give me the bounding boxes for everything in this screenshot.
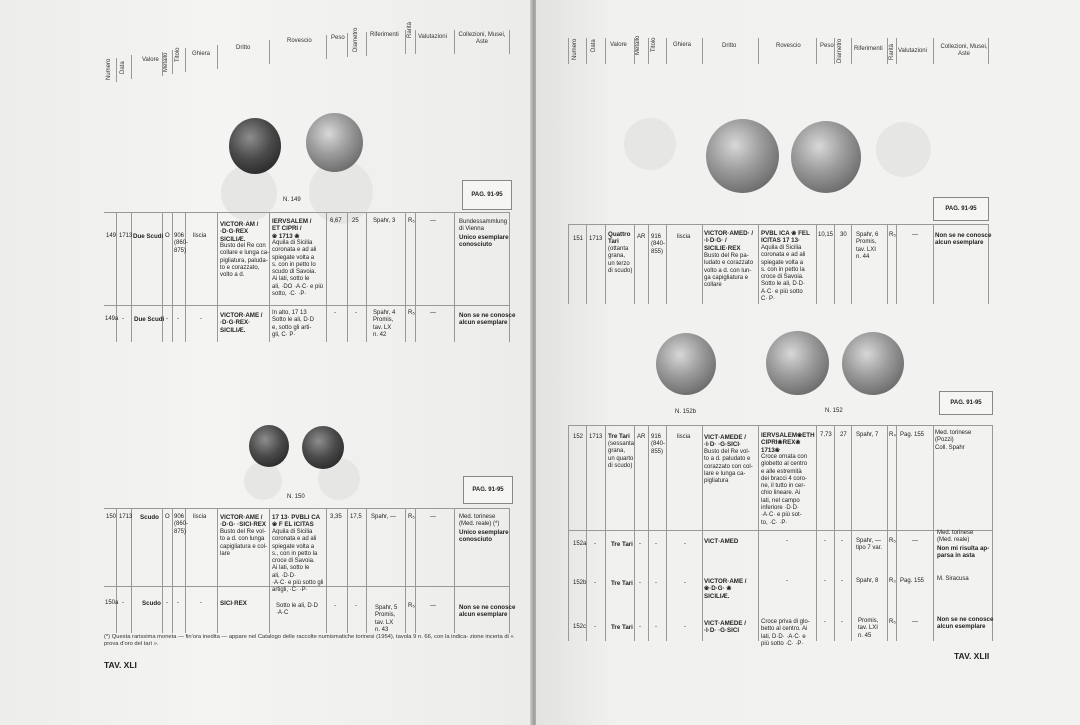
header-diametro: Diametro [353, 27, 359, 52]
cell-rovescio-desc: Croce ornata con globetto al centro e alle estremità dei bracci 4 coro- ne, il tutto in cer- chio lineare. Ai lati, nel campo inferiore ·D·D· ·A·C· e più sot- to, ·C· ·P· [761, 454, 808, 526]
coin-149-reverse [306, 113, 363, 172]
cell-valore: Tre Tari [611, 541, 633, 548]
cell-rovescio-desc: - [786, 538, 788, 544]
page-reference-box: PAG. 91-95 [939, 391, 993, 415]
header-divider [116, 58, 117, 82]
cell-rarita: R₃ [889, 578, 896, 584]
cell-data: 1713 [589, 236, 603, 242]
table-divider [568, 224, 569, 304]
cell-valore: Tre Tari [608, 433, 630, 440]
header-divider [326, 35, 327, 59]
cell-rovescio-legend: IERVSALEM / ET CIPRI / ❀ 1713 ❀ [272, 218, 312, 240]
cell-dritto-legend: VICT·AMEDE / ·I·D· ·G·SICI [704, 620, 746, 635]
cell-metallo: - [166, 600, 168, 606]
cell-collezioni-note: Non se ne conosce alcun esemplare [459, 312, 516, 327]
header-ghiera: Ghiera [673, 42, 692, 48]
cell-numero: 152 [573, 434, 584, 440]
header-dritto: Dritto [722, 43, 737, 49]
cell-valore: Due Scudi [134, 316, 165, 323]
table-divider [758, 425, 759, 641]
cell-diametro: - [355, 603, 357, 609]
cell-rarita: R₅ [408, 218, 415, 224]
cell-valore: Quattro Tari [608, 231, 631, 246]
header-divider [366, 32, 367, 56]
cell-collezioni-note: Non se ne conosce alcun esemplare [935, 232, 992, 247]
cell-numero: 152c [573, 624, 587, 630]
header-divider [834, 38, 835, 64]
cell-ghiera: - [200, 600, 202, 606]
table-divider [816, 224, 817, 304]
table-divider [366, 508, 367, 633]
header-titolo: Titolo [175, 47, 181, 62]
header-divider [131, 55, 132, 79]
left-page [0, 0, 533, 725]
cell-rarita: R₅ [408, 310, 415, 316]
cell-dritto-legend: VICTOR·AMED· / ·I·D·G· / SICILIE·REX [704, 230, 754, 252]
header-divider [988, 38, 989, 64]
cell-numero: 150 [106, 514, 117, 520]
cell-riferimenti: Spahr, — tipo 7 var. [856, 538, 883, 552]
header-divider [172, 50, 173, 74]
header-divider [666, 38, 667, 64]
coin-shadow [876, 122, 931, 177]
cell-titolo: 906 (860- 875) [174, 514, 189, 535]
table-divider [172, 212, 173, 342]
cell-dritto-legend: VICT·AMED [704, 538, 739, 545]
cell-rarita: R₅ [889, 538, 896, 544]
table-divider [851, 224, 852, 304]
cell-riferimenti: Spahr, 8 [856, 578, 879, 584]
cell-valutazioni: — [912, 619, 918, 625]
plate-number: TAV. XLII [954, 651, 990, 661]
cell-ghiera: liscia [193, 514, 207, 520]
cell-valore-note: (ottanta grana, un terzo di scudo) [608, 246, 633, 274]
cell-titolo: - [655, 624, 657, 630]
cell-dritto-desc: Busto del Re pa- ludato e corazzato volto a d. con lun- ga capigliatura e collare [704, 253, 754, 289]
cell-rarita: R₅ [889, 232, 896, 238]
table-divider [415, 508, 416, 633]
header-collezioni: Collezioni, Musei, Aste [458, 32, 506, 45]
cell-numero: 150a [105, 600, 119, 606]
cell-rovescio-desc: Sotto le ali, D·D ·A·C [276, 603, 319, 617]
table-divider [347, 212, 348, 342]
cell-diametro: 17,5 [350, 514, 362, 520]
header-rarita: Rarità [889, 43, 895, 60]
cell-titolo: 916 (840- 855) [651, 234, 666, 255]
cell-diametro: - [841, 538, 843, 544]
cell-riferimenti: Spahr, 7 [856, 432, 879, 438]
page-reference-box: PAG. 91-95 [933, 197, 989, 221]
cell-valutazioni: Pag. 155 [900, 578, 925, 584]
cell-valore: Scudo [142, 600, 161, 607]
header-divider [648, 38, 649, 64]
cell-valore-note: (sessanta grana, un quarto di scudo) [608, 441, 635, 469]
header-divider [405, 30, 406, 54]
cell-diametro: 30 [840, 232, 847, 238]
table-divider [702, 425, 703, 641]
cell-peso: - [334, 603, 336, 609]
cell-rovescio-legend: 17 13· PVBLI CA ❀ F EL ICITAS [272, 514, 321, 529]
cell-valore: Scudo [140, 514, 159, 521]
cell-titolo: - [655, 541, 657, 547]
cell-rovescio-desc: Croce priva di glo- betto al centro. Ai lati, D·D· ·A·C· e più sotto ·C· ·P· [761, 619, 810, 647]
table-divider [269, 508, 270, 633]
cell-metallo: AR [637, 434, 646, 440]
header-peso: Peso [331, 35, 345, 41]
coin-label: N. 152b [675, 409, 697, 415]
cell-numero: 152b [573, 580, 587, 586]
cell-rarita: R₅ [408, 603, 415, 609]
header-divider [162, 52, 163, 76]
cell-metallo: AR [637, 234, 646, 240]
cell-riferimenti: Spahr, 5 Promis, tav. LX n. 43 [375, 605, 398, 633]
header-divider [634, 38, 635, 64]
cell-diametro: 25 [352, 218, 359, 224]
table-divider [605, 425, 606, 641]
table-divider [648, 224, 649, 304]
table-divider [162, 508, 163, 633]
cell-ghiera: - [684, 541, 686, 547]
table-divider [269, 212, 270, 342]
header-divider [415, 30, 416, 54]
header-dritto: Dritto [236, 45, 251, 51]
cell-collezioni-note: Non se ne conosce alcun esemplare [459, 604, 516, 619]
cell-rarita: R₄ [889, 432, 896, 438]
table-divider [933, 425, 934, 641]
cell-numero: 149 [106, 233, 117, 239]
cell-data: 1713 [119, 514, 133, 520]
table-divider [887, 224, 888, 304]
cell-data: - [594, 541, 596, 547]
table-divider [933, 224, 934, 304]
header-divider [816, 38, 817, 64]
table-divider [887, 425, 888, 641]
cell-data: - [594, 580, 596, 586]
header-rovescio: Rovescio [287, 38, 312, 44]
coin-label: N. 149 [283, 197, 301, 203]
cell-collezioni-note: Non mi risulta ap- parsa in asta [937, 545, 990, 560]
cell-collezioni: Med. torinese (Pozzi) Coll. Spahr [935, 430, 972, 451]
table-divider [415, 212, 416, 342]
table-divider [992, 425, 993, 641]
cell-metallo: - [166, 316, 168, 322]
table-divider [896, 425, 897, 641]
cell-valore: Due Scudi [133, 233, 164, 240]
cell-riferimenti: Spahr, — [371, 514, 397, 520]
table-divider [326, 212, 327, 342]
cell-rovescio-desc: Aquila di Sicilia coronata e ad ali spiegate volta a s., con in petto la croce di Savoia. Ai lati, sotto le ali, ·D·D· ·A·C· e più sotto gli artigli, ·C· ·P· [272, 529, 324, 594]
cell-data: 1713 [589, 434, 603, 440]
table-divider [454, 508, 455, 633]
cell-riferimenti: Promis, tav. LXI n. 45 [858, 618, 879, 639]
table-divider [172, 508, 173, 633]
cell-valutazioni: — [430, 603, 436, 609]
cell-dritto-desc: Busto del Re con collare e lunga ca- pigliatura, paluda- to e corazzato, volto a d. [220, 243, 270, 279]
cell-collezioni-note: Unico esemplare conosciuto [459, 529, 509, 544]
cell-peso: - [824, 538, 826, 544]
header-divider [347, 33, 348, 57]
cell-dritto-legend: VICT·AMEDE / ·I·D· ·G·SICI· [704, 434, 746, 449]
table-divider [648, 425, 649, 641]
cell-titolo: 916 (840- 855) [651, 434, 666, 455]
header-divider [933, 38, 934, 64]
table-divider [131, 508, 132, 633]
table-rule [104, 212, 510, 213]
header-data: Data [591, 39, 597, 52]
cell-peso: - [334, 310, 336, 316]
header-ghiera: Ghiera [192, 51, 211, 57]
table-divider [568, 425, 569, 641]
header-valutazioni: Valutazioni [418, 34, 447, 40]
cell-collezioni: M. Siracusa [937, 576, 969, 582]
header-rarita: Rarità [407, 21, 413, 38]
table-divider [758, 224, 759, 304]
cell-riferimenti: Spahr, 6 Promis, tav. LXI n. 44 [856, 232, 879, 260]
table-divider [217, 508, 218, 633]
header-divider [758, 38, 759, 64]
cell-valutazioni: — [430, 514, 436, 520]
header-metallo: Metallo [163, 52, 169, 72]
cell-rovescio-desc: Aquila di Sicilia coronata e ad ali spiegate volta a s. con in petto la croce di Savoia. Sotto le ali, D·D· A·C· e più sotto C· P· [761, 245, 806, 303]
cell-ghiera: - [684, 624, 686, 630]
cell-ghiera: - [200, 316, 202, 322]
cell-rarita: R₅ [408, 514, 415, 520]
coin-151-obverse [706, 119, 779, 193]
cell-valutazioni: — [912, 538, 918, 544]
table-divider [605, 224, 606, 304]
cell-collezioni: Med. torinese (Med. reale) [937, 530, 974, 544]
header-divider [702, 38, 703, 64]
header-divider [509, 30, 510, 54]
cell-metallo: - [639, 541, 641, 547]
table-divider [586, 224, 587, 304]
cell-peso: - [824, 619, 826, 625]
table-divider [702, 224, 703, 304]
cell-titolo: - [177, 316, 179, 322]
right-page [536, 0, 1080, 725]
cell-valutazioni: — [912, 232, 918, 238]
cell-ghiera: liscia [193, 233, 207, 239]
cell-valore: Tre Tari [611, 624, 633, 631]
header-rovescio: Rovescio [776, 43, 801, 49]
coin-150-reverse [302, 426, 344, 469]
cell-dritto-legend: VICTOR·AM / ·D·G·REX SICILIÆ. [220, 221, 259, 243]
table-divider [217, 212, 218, 342]
cell-data: - [122, 600, 124, 606]
table-divider [634, 224, 635, 304]
header-collezioni: Collezioni, Musei, Aste [940, 44, 988, 57]
cell-data: 1713 [119, 233, 133, 239]
header-divider [269, 40, 270, 64]
header-metallo: Metallo [635, 35, 641, 55]
table-divider [116, 508, 117, 633]
table-divider [851, 425, 852, 641]
table-divider [326, 508, 327, 633]
table-rule [568, 425, 992, 426]
header-numero: Numero [572, 38, 578, 60]
coin-149-obverse [229, 118, 281, 174]
table-divider [586, 425, 587, 641]
cell-ghiera: liscia [677, 234, 691, 240]
cell-numero: 152a [573, 541, 587, 547]
cell-rovescio-legend: PVBL ICA ❀ FEL ICITAS 17 13· [761, 230, 810, 245]
cell-collezioni: Bundessammlung di Vienna [459, 219, 508, 233]
cell-dritto-desc: Busto del Re vol- to a d. con lunga capigliatura e col- lare [220, 529, 268, 557]
table-rule [568, 530, 992, 531]
table-rule [104, 305, 510, 306]
cell-rovescio-desc: Aquila di Sicilia coronata e ad ali spiegate volta a s. con in petto lo scudo di Savoia. Ai lati, sotto le ali, ·DO ·A·C· e più sotto, ·C· ·P· [272, 240, 324, 298]
footnote: (*) Questa rarissima moneta — fin'ora inedita — appare nel Catalogo delle raccolte numismatiche torinesi (1954), tavola 9 n. 66, con la indica- zione incerta di « prova d'oro del tarì ». [104, 634, 514, 647]
cell-ghiera: - [684, 580, 686, 586]
table-divider [366, 212, 367, 342]
page-reference-box: PAG. 91-95 [463, 476, 513, 504]
cell-metallo: - [639, 580, 641, 586]
table-divider [405, 212, 406, 342]
cell-valutazioni: — [430, 310, 436, 316]
cell-dritto-legend: SICI·REX [220, 600, 247, 607]
cell-peso: - [824, 578, 826, 584]
header-peso: Peso [820, 43, 834, 49]
cell-dritto-legend: VICTOR·AME / ·D·G·REX· SICILIÆ. [220, 312, 263, 334]
header-diametro: Diametro [837, 38, 843, 63]
table-divider [896, 224, 897, 304]
cell-titolo: - [177, 600, 179, 606]
header-divider [568, 38, 569, 64]
header-divider [217, 45, 218, 69]
header-divider [896, 38, 897, 64]
cell-diametro: - [841, 578, 843, 584]
table-divider [666, 425, 667, 641]
cell-rovescio-legend: IERVSALEM❀ETH CIPRI❀REX❀ 1713❀ [761, 432, 815, 454]
cell-collezioni: Med. torinese (Med. reale) (*) [459, 514, 500, 528]
cell-peso: 7,73 [820, 432, 832, 438]
cell-riferimenti: Spahr, 4 Promis, tav. LX n. 42 [373, 310, 396, 338]
header-titolo: Titolo [651, 37, 657, 52]
coin-152-reverse [842, 332, 904, 395]
header-divider [454, 30, 455, 54]
cell-dritto-legend: VICTOR·AME / ❀·D·G· ❀ SICILIÆ. [704, 578, 747, 600]
coin-shadow [624, 118, 676, 170]
cell-rovescio-desc: In alto, 17 13 Sotto le ali, D·D e, sotto gli arti- gli, C· P· [272, 310, 315, 338]
coin-152-obverse [766, 331, 829, 395]
header-riferimenti: Riferimenti [854, 46, 883, 52]
table-divider [131, 212, 132, 342]
coin-label: N. 150 [287, 494, 305, 500]
cell-dritto-desc: Busto del Re vol- to a d. paludato e corazzato con col- lare e lunga ca- pigliatura [704, 449, 753, 485]
cell-titolo: 906 (860- 875) [174, 233, 189, 254]
header-valutazioni: Valutazioni [898, 48, 927, 54]
coin-152b-obverse [656, 333, 716, 395]
cell-collezioni-note: Unico esemplare conosciuto [459, 234, 509, 249]
coin-shadow [244, 462, 282, 500]
cell-metallo: O [165, 514, 170, 520]
table-divider [454, 212, 455, 342]
header-valore: Valore [142, 57, 159, 63]
header-numero: Numero [106, 58, 112, 80]
cell-diametro: - [355, 310, 357, 316]
header-riferimenti: Riferimenti [370, 32, 399, 38]
cell-metallo: O [165, 233, 170, 239]
header-divider [851, 38, 852, 64]
cell-numero: 149a [105, 316, 119, 322]
coin-151-reverse [791, 121, 861, 193]
table-divider [834, 425, 835, 641]
cell-collezioni-note: Non se ne conosce alcun esemplare [937, 616, 994, 631]
table-divider [185, 212, 186, 342]
cell-diametro: - [841, 619, 843, 625]
table-divider [666, 224, 667, 304]
cell-numero: 151 [573, 236, 584, 242]
header-divider [887, 38, 888, 64]
cell-titolo: - [655, 580, 657, 586]
coin-150-obverse [249, 425, 289, 467]
table-rule [104, 508, 510, 509]
cell-data: - [594, 624, 596, 630]
cell-rarita: R₅ [889, 619, 896, 625]
table-divider [834, 224, 835, 304]
header-divider [605, 38, 606, 64]
table-divider [816, 425, 817, 641]
cell-data: - [122, 316, 124, 322]
header-data: Data [120, 61, 126, 74]
cell-diametro: 27 [840, 432, 847, 438]
cell-metallo: - [639, 624, 641, 630]
plate-number: TAV. XLI [104, 660, 137, 670]
table-rule [568, 224, 988, 225]
header-valore: Valore [610, 42, 627, 48]
table-divider [405, 508, 406, 633]
coin-label: N. 152 [825, 408, 843, 414]
cell-valutazioni: Pag. 155 [900, 432, 925, 438]
table-divider [634, 425, 635, 641]
cell-riferimenti: Spahr, 3 [373, 218, 396, 224]
header-divider [185, 48, 186, 72]
cell-valore: Tre Tari [611, 580, 633, 587]
cell-peso: 6,67 [330, 218, 342, 224]
cell-rovescio-desc: - [786, 578, 788, 584]
cell-dritto-legend: VICTOR·AME / ·D·G· ·SICI·REX [220, 514, 267, 529]
page-reference-box: PAG. 91-95 [462, 180, 512, 210]
table-divider [347, 508, 348, 633]
cell-valutazioni: — [430, 218, 436, 224]
cell-ghiera: liscia [677, 434, 691, 440]
cell-peso: 10,15 [818, 232, 834, 238]
header-divider [586, 38, 587, 64]
cell-peso: 3,35 [330, 514, 342, 520]
